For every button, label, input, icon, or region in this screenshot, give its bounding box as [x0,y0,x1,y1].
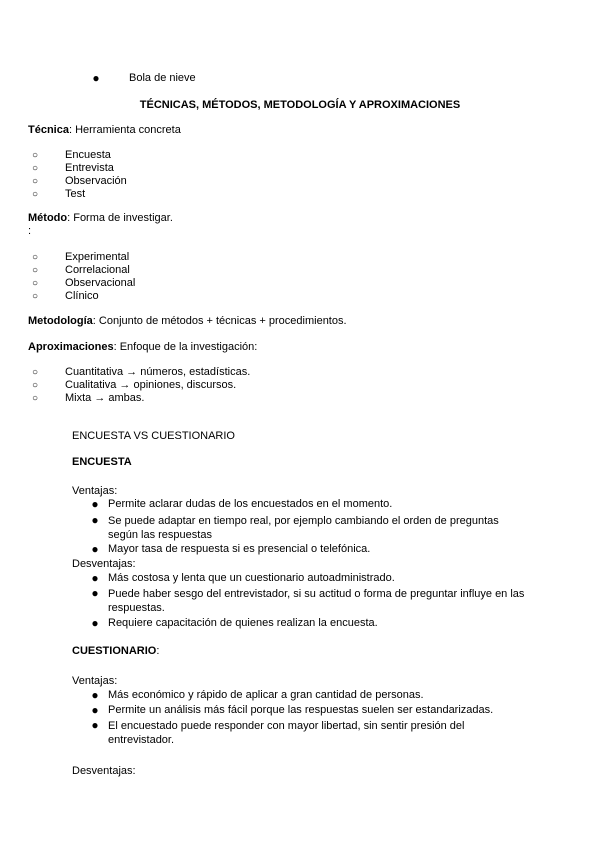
metodologia-definition [28,315,347,328]
cuestionario-desventajas-label: Desventajas: [72,765,136,777]
bullet-dot-icon: ● [91,571,99,585]
list-item: Permite aclarar dudas de los encuestados en el momento. [108,498,393,510]
list-item: Cuantitativa → números, estadísticas. [65,366,251,378]
list-item: Observación [65,175,127,187]
cuestionario-title: CUESTIONARIO [72,645,157,657]
tecnica-definition [28,124,181,137]
list-item: Se puede adaptar en tiempo real, por ejemplo cambiando el orden de preguntas según las respuestas [108,515,499,541]
tecnica-term: Técnica [28,124,69,136]
circle-bullet-icon: ○ [31,278,39,289]
aproximaciones-term: Aproximaciones [28,341,114,353]
comparison-title: ENCUESTA VS CUESTIONARIO [72,430,235,442]
list-item: Test [65,188,86,200]
list-item: Entrevista [65,162,114,174]
cuestionario-ventajas-label: Ventajas: [72,675,118,687]
circle-bullet-icon: ○ [31,265,39,276]
list-item: Requiere capacitación de quienes realizan la encuesta. [108,617,378,629]
list-item: Más económico y rápido de aplicar a gran cantidad de personas. [108,689,424,701]
bullet-dot-icon: ● [91,586,99,600]
metodologia-term: Metodología [28,315,93,327]
list-item: Encuesta [65,149,111,161]
bullet-dot-icon: ● [91,497,99,511]
circle-bullet-icon: ○ [31,150,39,161]
metodo-text: : Forma de investigar. [67,212,173,224]
circle-bullet-icon: ○ [31,380,39,391]
circle-bullet-icon: ○ [31,393,39,404]
cuestionario-title-colon: : [156,645,160,657]
metodo-term: Método [28,212,68,224]
cuestionario-heading [72,645,159,658]
list-item: El encuestado puede responder con mayor libertad, sin sentir presión del entrevistador. [108,720,465,746]
bullet-dot-icon: ● [91,688,99,702]
circle-bullet-icon: ○ [31,176,39,187]
stray-colon: : [28,225,32,237]
circle-bullet-icon: ○ [31,367,39,378]
circle-bullet-icon: ○ [31,189,39,200]
list-item: Correlacional [65,264,130,276]
list-item: Mixta → ambas. [65,392,145,404]
tecnica-text: : Herramienta concreta [68,124,181,136]
bullet-text: Bola de nieve [129,72,196,84]
section-heading: TÉCNICAS, MÉTODOS, METODOLOGÍA Y APROXIMACIONES [139,99,461,111]
list-item: Puede haber sesgo del entrevistador, si su actitud o forma de preguntar influye en las respuestas. [108,588,525,614]
list-item: Cualitativa → opiniones, discursos. [65,379,237,391]
list-item: Más costosa y lenta que un cuestionario autoadministrado. [108,572,395,584]
list-item: Experimental [65,251,130,263]
metodo-definition [28,212,173,225]
bullet-dot-icon: ● [91,616,99,630]
circle-bullet-icon: ○ [31,252,39,263]
list-item: Mayor tasa de respuesta si es presencial o telefónica. [108,543,371,555]
bullet-dot-icon: ● [91,542,99,556]
metodologia-text: : Conjunto de métodos + técnicas + procedimientos. [92,315,347,327]
list-item: Observacional [65,277,136,289]
list-item: Clínico [65,290,99,302]
circle-bullet-icon: ○ [31,163,39,174]
bullet-dot-icon: ● [91,703,99,717]
bullet-dot-icon: ● [91,718,99,732]
aproximaciones-text: : Enfoque de la investigación: [113,341,258,353]
encuesta-desventajas-label: Desventajas: [72,558,136,570]
bullet-dot-icon: ● [92,71,100,85]
circle-bullet-icon: ○ [31,291,39,302]
encuesta-ventajas-label: Ventajas: [72,485,118,497]
list-item: Permite un análisis más fácil porque las respuestas suelen ser estandarizadas. [108,704,494,716]
encuesta-title: ENCUESTA [72,456,132,468]
bullet-dot-icon: ● [91,513,99,527]
aproximaciones-definition [28,341,257,354]
